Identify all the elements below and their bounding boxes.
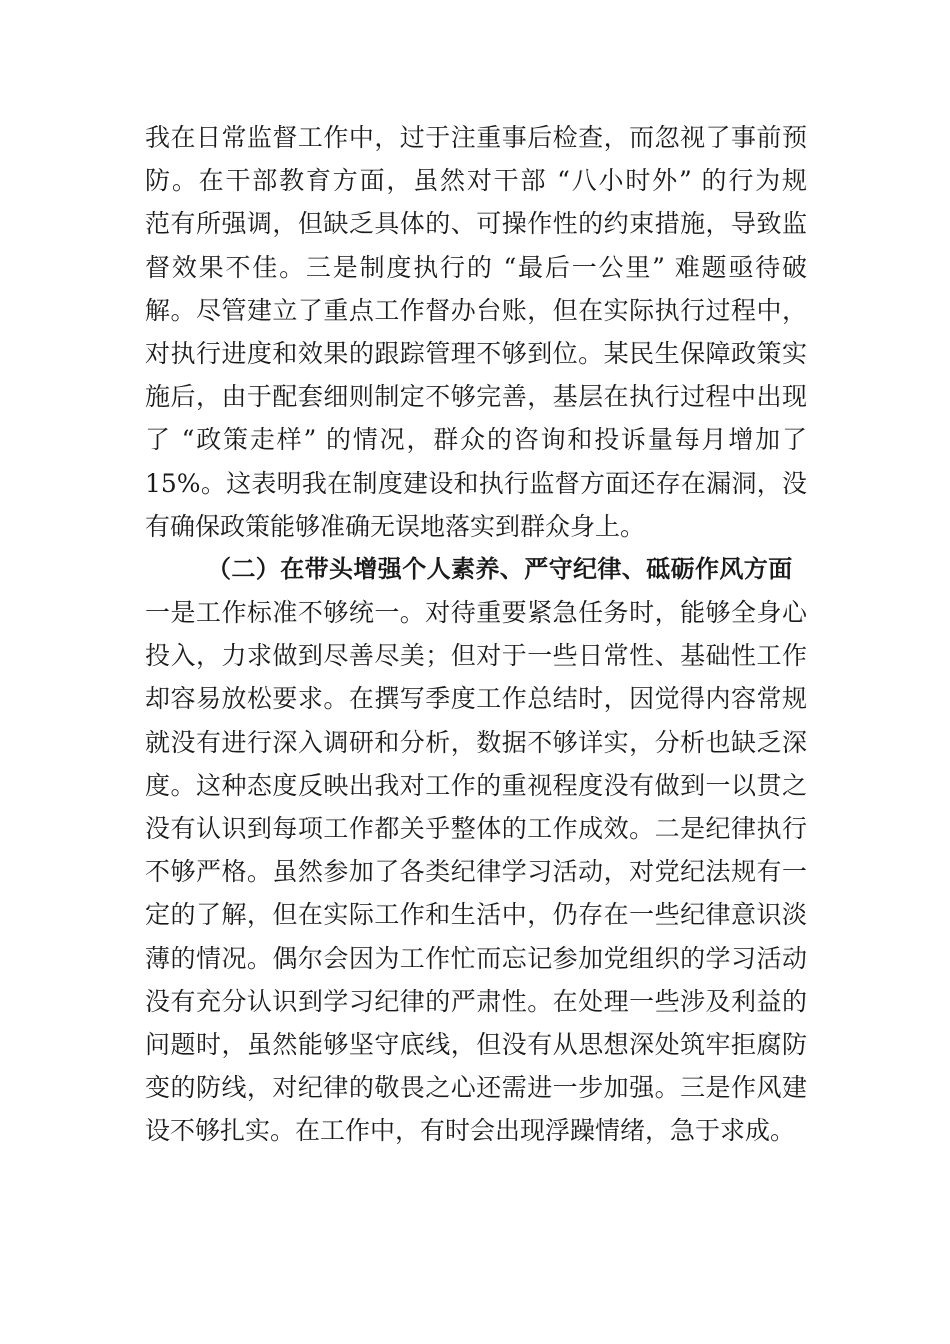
text-line: 督效果不佳。三是制度执行的 “最后一公里” 难题亟待破 <box>145 252 807 282</box>
text-line: 度。这种态度反映出我对工作的重视程度没有做到一以贯之 <box>145 770 807 800</box>
text-line: 就没有进行深入调研和分析，数据不够详实，分析也缺乏深 <box>145 727 807 757</box>
text-line: 不够严格。虽然参加了各类纪律学习活动，对党纪法规有一 <box>145 857 807 887</box>
text-line: 变的防线，对纪律的敬畏之心还需进一步加强。三是作风建 <box>145 1073 807 1103</box>
text-line: 没有认识到每项工作都关乎整体的工作成效。二是纪律执行 <box>145 814 807 843</box>
text-line: 范有所强调，但缺乏具体的、可操作性的约束措施，导致监 <box>145 209 807 239</box>
text-line: 施后，由于配套细则制定不够完善，基层在执行过程中出现 <box>145 382 807 412</box>
text-line: 15%。这表明我在制度建设和执行监督方面还存在漏洞，没 <box>145 468 807 498</box>
text-line: 定的了解，但在实际工作和生活中，仍存在一些纪律意识淡 <box>145 900 807 930</box>
text-line: 投入，力求做到尽善尽美；但对于一些日常性、基础性工作 <box>145 641 807 671</box>
text-line: 问题时，虽然能够坚守底线，但没有从思想深处筑牢拒腐防 <box>145 1029 807 1059</box>
text-line: 却容易放松要求。在撰写季度工作总结时，因觉得内容常规 <box>145 684 807 714</box>
document-body <box>145 116 807 1153</box>
text-line: 对执行进度和效果的跟踪管理不够到位。某民生保障政策实 <box>145 338 807 368</box>
text-line: 解。尽管建立了重点工作督办台账，但在实际执行过程中， <box>145 295 807 325</box>
text-line: 设不够扎实。在工作中，有时会出现浮躁情绪，急于求成。 <box>145 1116 796 1146</box>
paragraph-end-line: 有确保政策能够准确无误地落实到群众身上。 <box>145 511 646 541</box>
text-line: 了 “政策走样” 的情况，群众的咨询和投诉量每月增加了 <box>145 425 807 455</box>
section-heading: （二）在带头增强个人素养、严守纪律、砥砺作风方面 <box>207 554 793 583</box>
text-line: 防。在干部教育方面，虽然对干部 “八小时外” 的行为规 <box>145 166 807 196</box>
text-line: 没有充分认识到学习纪律的严肃性。在处理一些涉及利益的 <box>145 986 807 1016</box>
text-line: 我在日常监督工作中，过于注重事后检查，而忽视了事前预 <box>145 123 807 152</box>
text-line: 薄的情况。偶尔会因为工作忙而忘记参加党组织的学习活动 <box>145 943 807 973</box>
text-line: 一是工作标准不够统一。对待重要紧急任务时，能够全身心 <box>145 598 807 628</box>
